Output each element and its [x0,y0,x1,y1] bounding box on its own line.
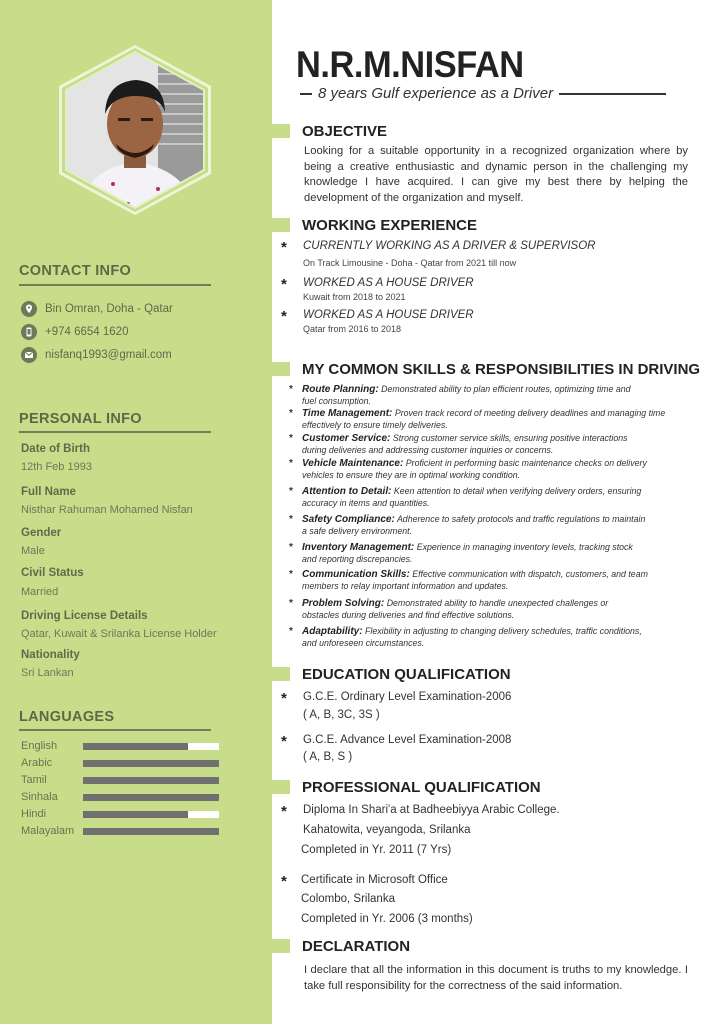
declaration-heading: DECLARATION [302,938,411,955]
skill-item [289,626,709,649]
bullet-star-icon: * [289,433,293,444]
dob-label: Date of Birth [21,443,90,455]
skill-desc: Proven track record of meeting delivery deadlines and managing time [394,408,666,418]
skill-name: Vehicle Maintenance: [302,458,404,469]
language-name: Sinhala [21,791,58,803]
job-detail: On Track Limousine - Doha - Qatar from 2021 till now [303,258,517,268]
skills-heading: MY COMMON SKILLS & RESPONSIBILITIES IN DRIVING [302,361,701,378]
skill-item [289,569,709,592]
objective-heading: OBJECTIVE [302,123,388,140]
education-heading: EDUCATION QUALIFICATION [302,666,511,683]
education-grades: ( A, B, S ) [303,751,353,763]
skill-name: Customer Service: [302,433,391,444]
skill-name: Adaptability: [302,626,363,637]
languages-heading: LANGUAGES [19,709,115,725]
qualification-location: Kahatowita, veyangoda, Srilanka [303,824,471,836]
email-text[interactable]: nisfanq1993@gmail.com [45,349,172,361]
skill-item [289,514,709,537]
personal-divider [19,431,211,433]
nationality-label: Nationality [21,649,80,661]
nationality-value: Sri Lankan [21,667,74,679]
contact-address [21,301,173,317]
license-label: Driving License Details [21,610,148,622]
skill-desc: effectively to ensure timely deliveries. [302,419,448,430]
tagline: 8 years Gulf experience as a Driver [318,85,554,102]
qualification-completed: Completed in Yr. 2011 (7 Yrs) [301,844,452,856]
tagline-dash-left [300,93,312,95]
fullname-label: Full Name [21,486,76,498]
language-level-bar [83,777,219,784]
skill-desc: Demonstrated ability to handle unexpected challenges or [386,598,609,608]
qualification-location: Colombo, Srilanka [301,893,395,905]
contact-email [21,347,172,363]
qualification-title: Diploma In Shari'a at Badheebiyya Arabic College. [303,804,560,816]
phone-icon [21,324,37,340]
languages-divider [19,729,211,731]
skill-desc: Demonstrated ability to plan efficient routes, optimizing time and [381,384,631,394]
education-title: G.C.E. Advance Level Examination-2008 [303,734,512,746]
bullet-star-icon: * [281,239,287,256]
contact-divider [19,284,211,286]
language-level-fill [83,828,219,835]
bullet-star-icon: * [289,542,293,553]
job-detail: Qatar from 2016 to 2018 [303,324,402,334]
language-name: Malayalam [21,825,75,837]
license-value: Qatar, Kuwait & Srilanka License Holder [21,628,217,640]
bullet-star-icon: * [289,384,293,395]
location-pin-icon [21,301,37,317]
declaration-text: I declare that all the information in this document is truths to my knowledge. I take full responsibility for the correctness of the said information. [304,964,688,992]
job-title: WORKED AS A HOUSE DRIVER [303,277,474,289]
language-name: English [21,740,58,752]
skill-name: Inventory Management: [302,542,415,553]
section-marker [272,124,290,138]
email-icon [21,347,37,363]
skill-item [289,486,709,509]
skill-name: Attention to Detail: [302,486,392,497]
section-marker [272,362,290,376]
skill-desc: and reporting discrepancies. [302,553,413,564]
skill-desc: and unforeseen circumstances. [302,637,425,648]
bullet-star-icon: * [281,276,287,293]
skill-item [289,408,709,431]
phone-text[interactable]: +974 6654 1620 [45,326,129,338]
section-marker [272,780,290,794]
job-title: CURRENTLY WORKING AS A DRIVER & SUPERVISOR [303,240,596,252]
bullet-star-icon: * [289,408,293,419]
language-level-fill [83,777,219,784]
skill-desc: Keen attention to detail when verifying delivery orders, ensuring [393,486,642,496]
education-grades: ( A, B, 3C, 3S ) [303,709,380,721]
professional-heading: PROFESSIONAL QUALIFICATION [302,779,541,796]
bullet-star-icon: * [289,514,293,525]
language-level-bar [83,743,219,750]
bullet-star-icon: * [281,873,287,890]
language-level-fill [83,743,188,750]
bullet-star-icon: * [289,486,293,497]
qualification-title: Certificate in Microsoft Office [301,874,448,886]
bullet-star-icon: * [289,626,293,637]
language-name: Tamil [21,774,47,786]
skill-name: Problem Solving: [302,598,385,609]
section-marker [272,218,290,232]
skill-desc: obstacles during deliveries and find effective solutions. [302,609,515,620]
sidebar [0,0,272,1024]
bullet-star-icon: * [289,598,293,609]
job-detail: Kuwait from 2018 to 2021 [303,292,406,302]
skill-desc: Experience in managing inventory levels, tracking stock [416,542,633,552]
bullet-star-icon: * [281,308,287,325]
skill-desc: Strong customer service skills, ensuring positive interactions [392,433,628,443]
language-name: Hindi [21,808,47,820]
language-level-fill [83,811,188,818]
civil-status-value: Married [21,586,59,598]
bullet-star-icon: * [281,690,287,707]
skill-desc: Adherence to safety protocols and traffic regulations to maintain [396,514,646,524]
qualification-completed: Completed in Yr. 2006 (3 months) [301,913,473,925]
language-level-fill [83,794,219,801]
experience-heading: WORKING EXPERIENCE [302,217,478,234]
bullet-star-icon: * [289,569,293,580]
skill-desc: Proficient in performing basic maintenance checks on delivery [405,458,647,468]
tagline-dash-right [559,93,666,95]
dob-value: 12th Feb 1993 [21,461,92,473]
bullet-star-icon: * [281,733,287,750]
candidate-name: N.R.M.NISFAN [296,44,524,85]
language-level-fill [83,760,219,767]
bullet-star-icon: * [289,458,293,469]
skill-item [289,458,709,481]
bullet-star-icon: * [281,803,287,820]
skill-name: Time Management: [302,408,393,419]
section-marker [272,667,290,681]
skill-item [289,598,709,621]
skill-name: Safety Compliance: [302,514,395,525]
skill-name: Communication Skills: [302,569,410,580]
skill-item [289,384,709,407]
personal-info-heading: PERSONAL INFO [19,411,142,427]
skill-desc: Effective communication with dispatch, customers, and team [412,569,648,579]
skill-desc: Flexibility in adjusting to changing delivery schedules, traffic conditions, [365,626,642,636]
address-text: Bin Omran, Doha - Qatar [45,303,173,315]
gender-value: Male [21,545,45,557]
skill-desc: accuracy in items and quantities. [302,497,430,508]
tagline-row [300,85,666,102]
language-level-bar [83,811,219,818]
section-marker [272,939,290,953]
civil-status-label: Civil Status [21,567,84,579]
skill-item [289,542,709,565]
language-level-bar [83,828,219,835]
skill-desc: vehicles to ensure they are in optimal working condition. [302,469,521,480]
contact-phone [21,324,128,340]
contact-info-heading: CONTACT INFO [19,263,132,279]
skill-desc: members to relay important information and updates. [302,580,509,591]
gender-label: Gender [21,527,62,539]
skill-item [289,433,709,456]
skill-desc: fuel consumption. [302,395,371,406]
fullname-value: Nisthar Rahuman Mohamed Nisfan [21,504,193,516]
skill-desc: a safe delivery environment. [302,525,413,536]
job-title: WORKED AS A HOUSE DRIVER [303,309,474,321]
language-name: Arabic [21,757,53,769]
education-title: G.C.E. Ordinary Level Examination-2006 [303,691,512,703]
skill-name: Route Planning: [302,384,379,395]
skill-desc: during deliveries and addressing customer inquiries or concerns. [302,444,554,455]
language-level-bar [83,760,219,767]
objective-text: Looking for a suitable opportunity in a recognized organization where by being a creative enthusiastic and dynamic person in the challenging my knowledge I have acquired. I can give my best there by helping the development of the organization and myself. [304,145,688,204]
language-level-bar [83,794,219,801]
profile-photo [58,44,212,216]
